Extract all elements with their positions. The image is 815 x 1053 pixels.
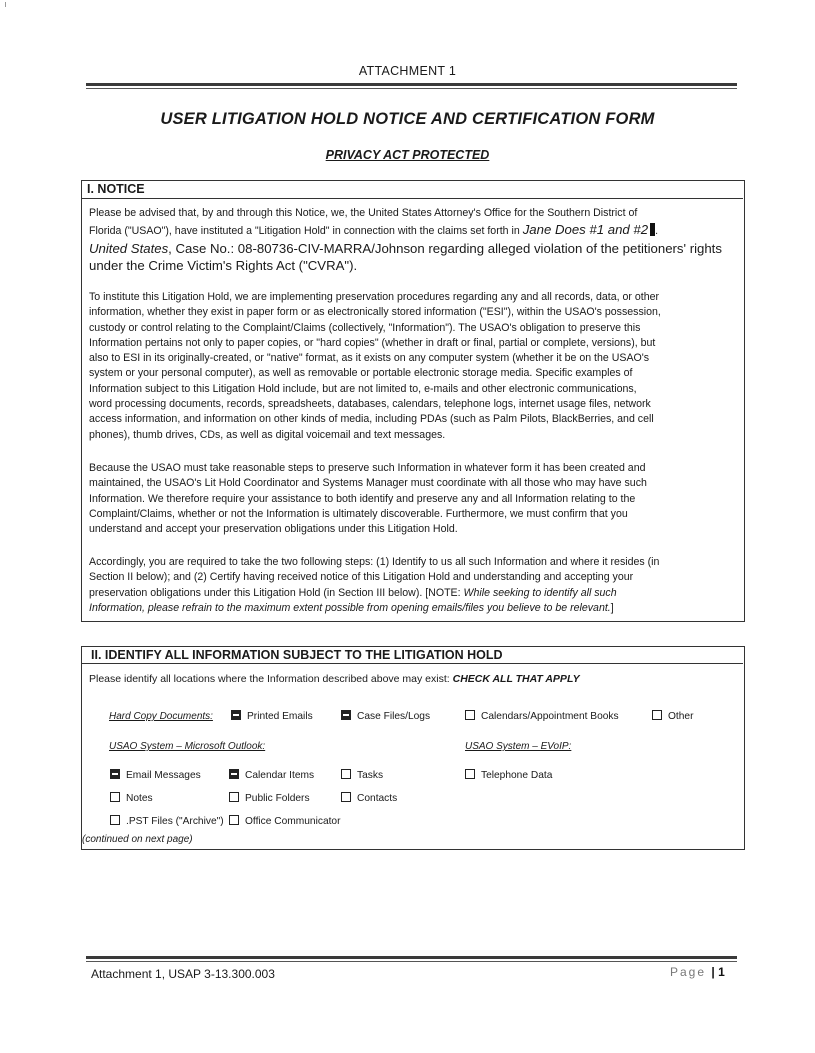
text-line: access information, and information on other kinds of media, including PDAs (such as Palm Pilots, BlackBerries, and cell [89,413,654,426]
text-line: system or your personal computer), as well as removable or portable electronic storage media. Specific examples of [89,367,633,380]
text-line: phones), thumb drives, CDs, as well as digital voicemail and text messages. [89,428,446,441]
outlook-label: USAO System – Microsoft Outlook: [109,741,266,752]
form-title: USER LITIGATION HOLD NOTICE AND CERTIFICATION FORM [160,110,655,128]
text-span: , Case No.: 08-80736-CIV-MARRA/Johnson regarding alleged violation of the petitioners' rights [168,240,722,256]
identify-section-header [81,646,743,664]
notice-paragraph-2 [89,290,737,443]
checkbox-contacts[interactable] [341,792,351,802]
text-line [89,601,737,616]
note-italic: Information, please refrain to the maximum extent possible from opening emails/files you believe to be relevant. [89,601,611,614]
intro-text: Please identify all locations where the Information described above may exist: [89,673,453,685]
option-calendars-books[interactable] [465,710,619,722]
continued-note: (continued on next page) [82,834,193,845]
notice-paragraph-4 [89,555,737,616]
text-span: preservation obligations under this Litigation Hold (in Section III below). [NOTE: [89,586,464,599]
option-label: Case Files/Logs [357,711,431,722]
text-line: under the Crime Victim's Rights Act ("CVRA"). [89,257,358,273]
text-line: Because the USAO must take reasonable steps to preserve such Information in whatever form it has been created and [89,462,646,474]
option-label: Notes [126,793,153,804]
text-line: Information subject to this Litigation Hold include, but are not limited to, e-mails and other electronic communications, [89,382,637,395]
text-line: also to ESI in its originally-created, or "native" format, as it exists on any computer system (whether it be on the USAO's [89,352,650,365]
checkbox-office-communicator[interactable] [229,815,239,825]
notice-paragraph-3 [89,461,737,537]
text-line: word processing documents, records, spreadsheets, databases, calendars, telephone logs, internet usage files, network [89,398,651,411]
notice-section-title: I. NOTICE [87,182,145,196]
option-pst-files[interactable] [110,815,224,827]
option-public-folders[interactable] [229,792,310,804]
option-office-communicator[interactable] [229,815,341,827]
privacy-label: PRIVACY ACT PROTECTED [325,148,490,162]
option-notes[interactable] [110,792,153,804]
page-word: Page [670,965,707,979]
hard-copy-label: Hard Copy Documents: [109,711,213,722]
text-line [89,240,737,257]
checkbox-pst-files[interactable] [110,815,120,825]
option-contacts[interactable] [341,792,397,804]
footer-rule-thin [86,961,737,962]
option-label: Email Messages [126,770,201,781]
attachment-label: ATTACHMENT 1 [358,64,457,78]
checkbox-calendar-items[interactable] [229,769,239,779]
option-printed-emails[interactable] [231,710,313,722]
notice-section-header [81,180,743,199]
text-line: maintained, the USAO's Lit Hold Coordinator and Systems Manager must coordinate with all those who may have such [89,477,647,490]
checkbox-notes[interactable] [110,792,120,802]
checkbox-tasks[interactable] [341,769,351,779]
footer-reference: Attachment 1, USAP 3-13.300.003 [91,967,275,981]
text-line: Information pertains not only to paper copies, or "hard copies" (whether in draft or final, partial or complete, versions), but [89,336,656,349]
text-line: Information. We therefore require your assistance to both identify and preserve any and all Information relating to the [89,492,636,505]
page-number-value: 1 [718,965,725,979]
note-italic: While seeking to identify all such [463,586,617,599]
text-line: understand and accept your preservation obligations under this Litigation Hold. [89,523,458,536]
checkbox-printed-emails[interactable] [231,710,241,720]
checkbox-case-files[interactable] [341,710,351,720]
option-label: .PST Files ("Archive") [126,816,224,827]
checkbox-public-folders[interactable] [229,792,239,802]
page-number: Page | 1 [670,965,725,979]
text-span: ] [610,601,614,614]
text-line: Section II below); and (2) Certify having received notice of this Litigation Hold and understanding and accepting your [89,571,634,584]
scan-mark [5,2,6,7]
case-name: Jane Does #1 and #2 [522,222,649,238]
checkbox-other[interactable] [652,710,662,720]
redaction-mark [650,223,655,236]
checkbox-telephone-data[interactable] [465,769,475,779]
option-label: Telephone Data [481,770,553,781]
option-other[interactable] [652,710,693,722]
option-telephone-data[interactable] [465,769,552,781]
text-line: custody or control relating to the Complaint/Claims (collectively, "Information"). The USAO's obligation to preserve this [89,321,641,334]
check-all-label: CHECK ALL THAT APPLY [452,673,580,685]
checkbox-calendars-books[interactable] [465,710,475,720]
text-span: Florida ("USAO"), have instituted a "Litigation Hold" in connection with the claims set forth in [89,225,523,238]
option-label: Tasks [357,770,384,781]
checkbox-email-messages[interactable] [110,769,120,779]
option-case-files[interactable] [341,710,430,722]
text-line [89,586,737,601]
footer-rule-thick [86,956,737,959]
option-label: Printed Emails [247,711,313,722]
option-email-messages[interactable] [110,769,201,781]
option-label: Calendars/Appointment Books [481,711,619,722]
option-label: Calendar Items [245,770,315,781]
option-label: Contacts [357,793,398,804]
option-tasks[interactable] [341,769,383,781]
text-line: To institute this Litigation Hold, we are implementing preservation procedures regarding any and all records, data, or other [89,291,660,303]
identify-intro [89,673,580,685]
text-line: Please be advised that, by and through this Notice, we, the United States Attorney's Office for the Southern District of [89,207,638,219]
text-line: information, whether they exist in paper form or as electronically stored information ("ESI"), within the USAO's possession, [89,306,661,319]
header-rule-thin [86,88,737,89]
option-label: Office Communicator [245,816,341,827]
text-line: Florida ("USAO"), have instituted a "Litigation Hold" in connection with the claims set forth in Jane Does #1 and #2 . [89,222,659,238]
case-name-cont: United States [89,240,169,256]
option-label: Other [668,711,694,722]
text-line: Accordingly, you are required to take the two following steps: (1) Identify to us all such Information and where it resides (in [89,556,660,568]
option-calendar-items[interactable] [229,769,314,781]
identify-section-title: II. IDENTIFY ALL INFORMATION SUBJECT TO THE LITIGATION HOLD [91,648,503,662]
option-label: Public Folders [245,793,310,804]
voip-label: USAO System – EVoIP: [465,741,572,752]
header-rule-thick [86,83,737,86]
notice-paragraph-1 [89,206,737,274]
text-line: Complaint/Claims, whether or not the Information is ultimately discoverable. Furthermore, we must confirm that you [89,507,628,520]
